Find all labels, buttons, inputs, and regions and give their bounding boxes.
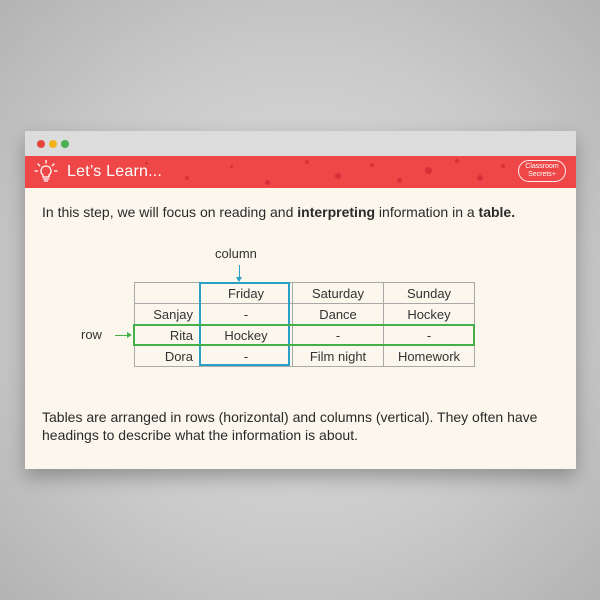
close-dot-icon[interactable] (37, 140, 45, 148)
table-cell: - (293, 325, 384, 346)
table-row (135, 346, 475, 367)
intro-text: In this step, we will focus on reading and interpreting information in a table. (42, 204, 516, 220)
row-heading-cell: Rita (135, 325, 200, 346)
table-cell: Hockey (384, 304, 475, 325)
classroom-secrets-logo: Classroom Secrets+ (518, 160, 566, 182)
maximize-dot-icon[interactable] (61, 140, 69, 148)
table-cell: - (200, 304, 293, 325)
table-header-cell: Sunday (384, 283, 475, 304)
row-heading-cell: Sanjay (135, 304, 200, 325)
row-arrow-icon (115, 335, 128, 336)
table-header-cell: Saturday (293, 283, 384, 304)
column-arrow-icon (239, 265, 240, 279)
activities-table (134, 282, 475, 367)
table-header-row (135, 283, 475, 304)
lets-learn-banner (25, 156, 576, 188)
table-cell: Hockey (200, 325, 293, 346)
table-cell: - (200, 346, 293, 367)
window-titlebar (25, 131, 576, 156)
table-header-cell (135, 283, 200, 304)
table-row (135, 325, 475, 346)
row-label: row (81, 327, 102, 342)
table-cell: Dance (293, 304, 384, 325)
banner-title: Let’s Learn... (67, 163, 163, 180)
explanation-text: Tables are arranged in rows (horizontal) and columns (vertical). They often have headings to describe what the information is about. (42, 409, 538, 443)
table-cell: Homework (384, 346, 475, 367)
table-header-cell: Friday (200, 283, 293, 304)
table-cell: Film night (293, 346, 384, 367)
table-row (135, 304, 475, 325)
lesson-card (25, 131, 576, 469)
lightbulb-icon (33, 159, 59, 185)
minimize-dot-icon[interactable] (49, 140, 57, 148)
table-cell: - (384, 325, 475, 346)
column-label: column (215, 246, 257, 261)
row-heading-cell: Dora (135, 346, 200, 367)
